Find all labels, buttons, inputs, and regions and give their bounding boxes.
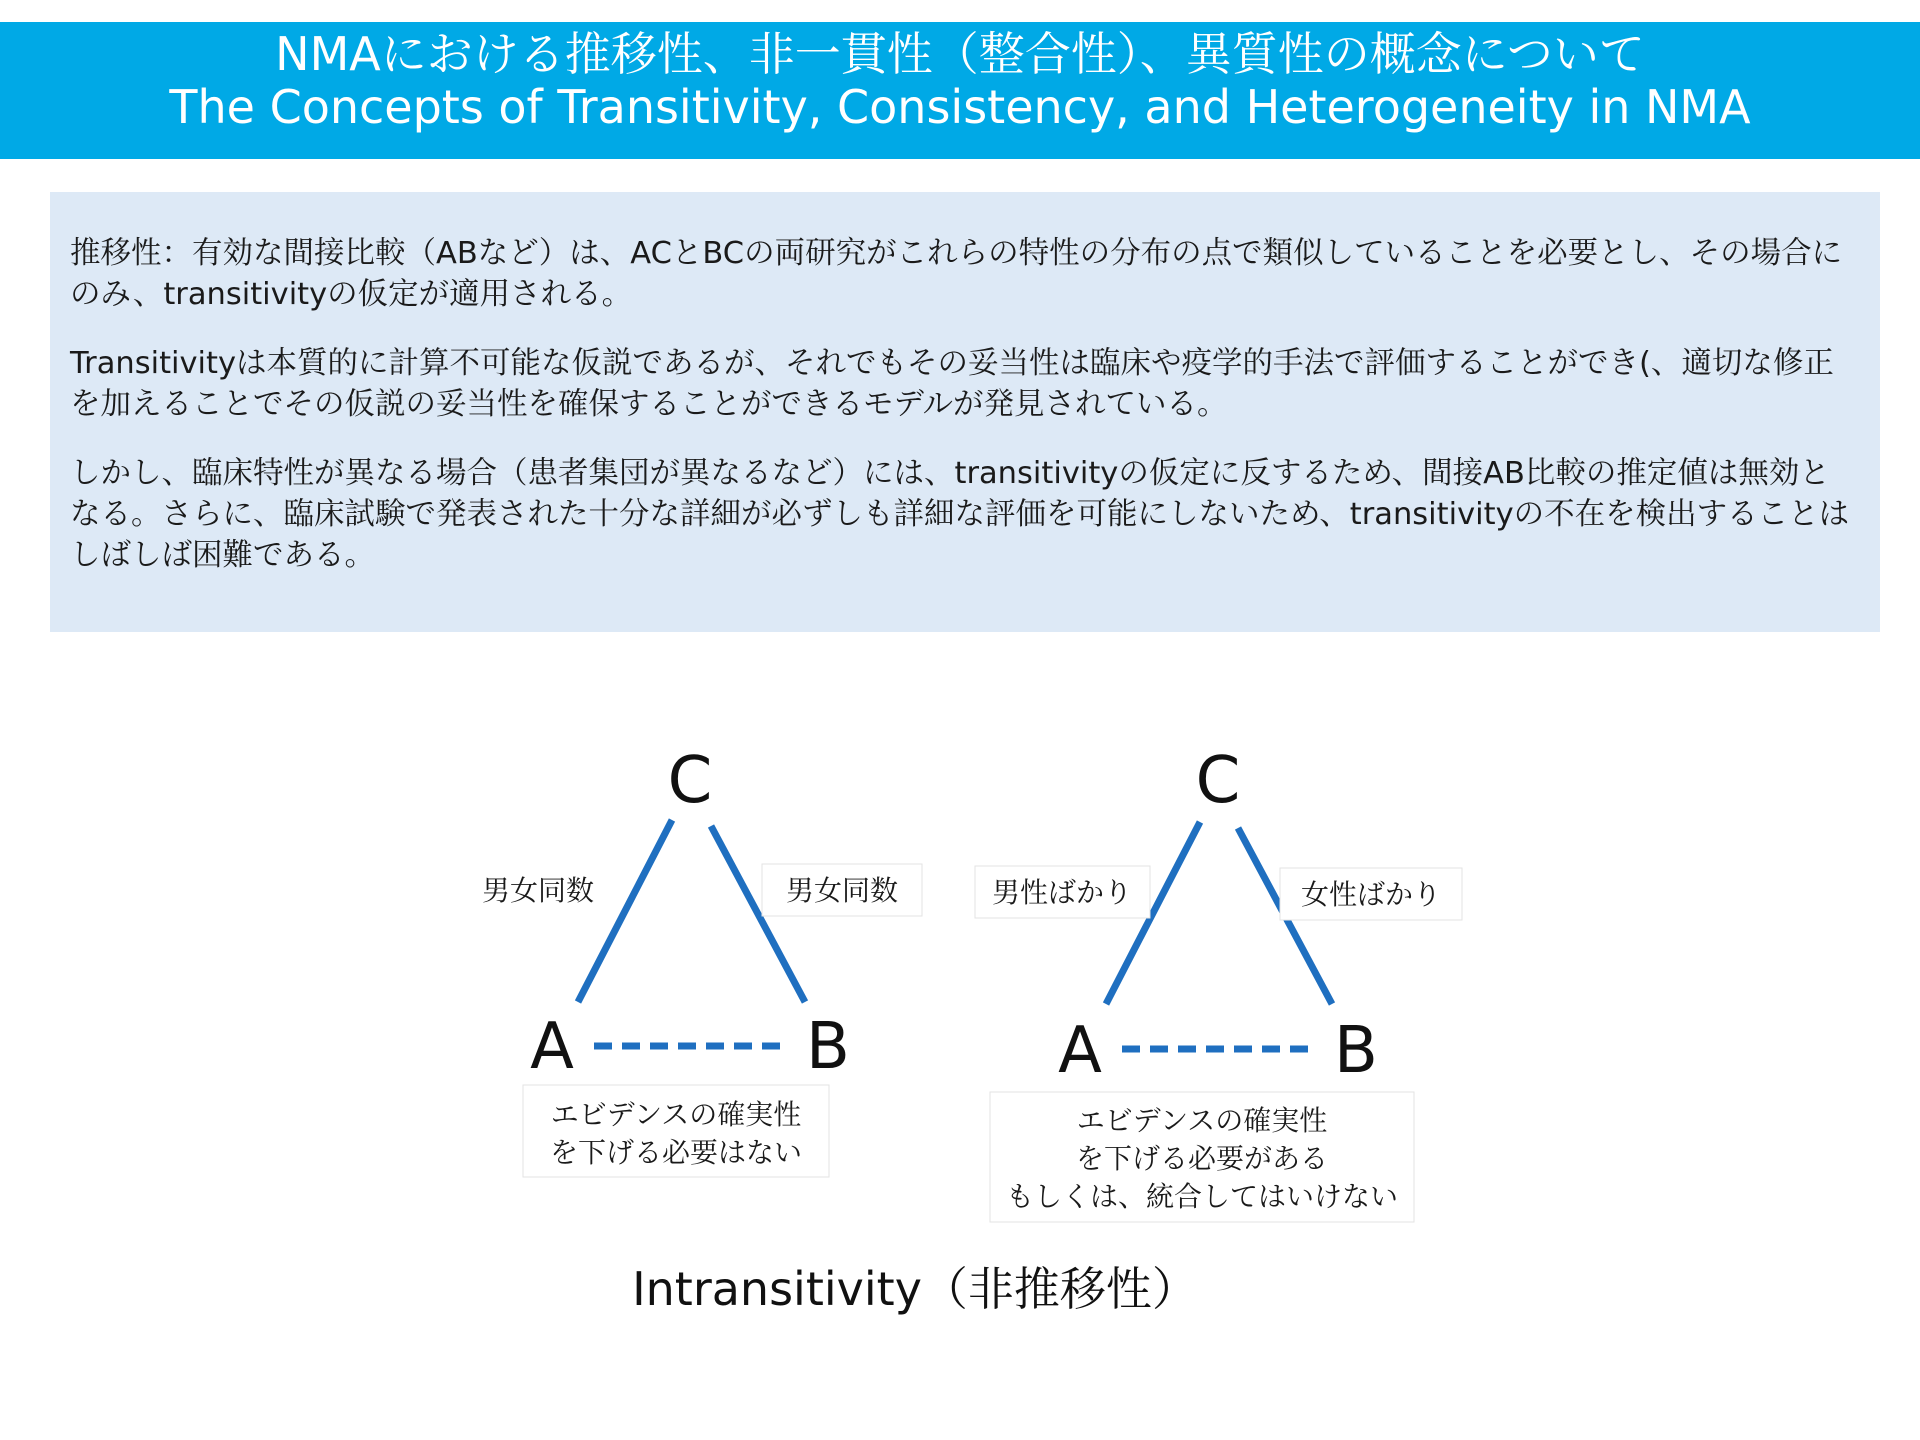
vertex-c: C: [1195, 744, 1241, 818]
certainty-note-line: もしくは、統合してはいけない: [1005, 1180, 1399, 1213]
left-edge-label: 男女同数: [481, 874, 595, 907]
certainty-note-line: エビデンスの確実性: [1076, 1104, 1328, 1137]
certainty-note-line: エビデンスの確実性: [550, 1098, 802, 1131]
diagram-imbalanced: [975, 744, 1462, 1222]
right-edge-label: 男女同数: [785, 874, 899, 907]
certainty-note-line: を下げる必要がある: [1075, 1142, 1329, 1175]
left-edge-label: 男性ばかり: [991, 876, 1133, 909]
title-japanese: NMAにおける推移性、非一貫性（整合性）、異質性の概念について: [275, 27, 1645, 81]
title-english: The Concepts of Transitivity, Consistency, and Heterogeneity in NMA: [169, 80, 1751, 134]
vertex-a: A: [1058, 1014, 1102, 1088]
paragraph-transitivity-definition: 推移性：有効な間接比較（ABなど）は、ACとBCの両研究がこれらの特性の分布の点で類似していることを必要とし、その場合にのみ、transitivityの仮定が適用される。: [70, 236, 1843, 312]
vertex-b: B: [1334, 1014, 1378, 1088]
paragraph-intransitivity-problem: しかし、臨床特性が異なる場合（患者集団が異なるなど）には、transitivityの仮定に反するため、間接AB比較の推定値は無効となる。さらに、臨床試験で発表された十分な詳細が必ずしも詳細な評価を可能にしないため、transitivityの不在を検出することはしばしば困難である。: [70, 456, 1850, 573]
vertex-a: A: [530, 1010, 574, 1084]
diagram-caption: Intransitivity（非推移性）: [632, 1262, 1198, 1316]
vertex-c: C: [667, 744, 713, 818]
vertex-b: B: [806, 1010, 850, 1084]
right-edge-label: 女性ばかり: [1300, 878, 1442, 911]
certainty-note-line: を下げる必要はない: [549, 1136, 803, 1169]
diagram-balanced: [456, 744, 922, 1177]
paragraph-transitivity-assessment: Transitivityは本質的に計算不可能な仮説であるが、それでもその妥当性は臨床や疫学的手法で評価することができ(、適切な修正を加えることでその仮説の妥当性を確保することができるモデルが発見されている。: [70, 346, 1834, 422]
